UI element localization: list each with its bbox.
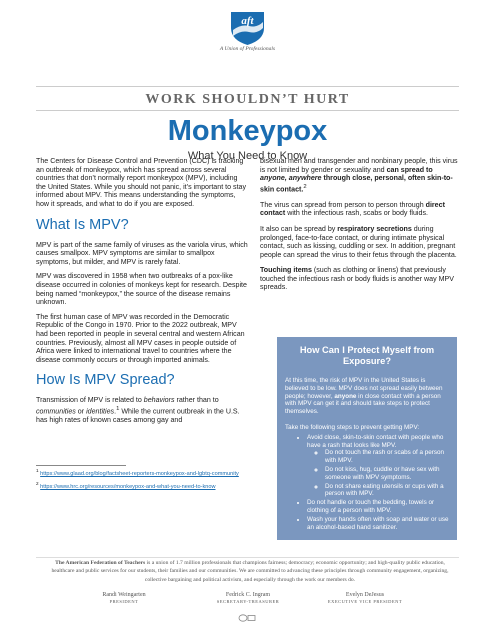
- officer-president: Randi Weingarten PRESIDENT: [102, 592, 146, 604]
- box-paragraph-1: At this time, the risk of MPV in the United States is believed to be low. MPV does not spread easily between people; however, anyone in close contact with a person with MPV can get it and should take steps to protect themselves.: [285, 377, 443, 416]
- box-list-item: • Avoid close, skin-to-skin contact with people who have a rash that looks like MPV. ◦ Do not touch the rash or scabs of a person with MPV. ◦ Do not kiss, hug, cuddle or have sex with someone with MPV symptoms. ◦ Do not share eating utensils or cups with a person with MPV.: [307, 434, 449, 498]
- box-paragraph-2: Take the following steps to prevent getting MPV:: [285, 423, 420, 431]
- officer-secretary-treasurer: Fedrick C. Ingram SECRETARY-TREASURER: [216, 592, 280, 604]
- box-sublist-item: ◦ Do not touch the rash or scabs of a person with MPV.: [325, 449, 449, 465]
- aft-logo: [229, 8, 266, 46]
- heading-how-spread: How Is MPV Spread?: [36, 372, 175, 389]
- box-sublist-item: ◦ Do not kiss, hug, cuddle or have sex with someone with MPV symptoms.: [325, 466, 449, 482]
- box-title: How Can I Protect Myself from Exposure?: [299, 345, 435, 366]
- right-column: [260, 157, 460, 299]
- page-title: Monkeypox: [167, 115, 328, 147]
- right-paragraph-1: bisexual men and transgender and nonbinary people, this virus is not limited by gender or sexuality and can spread to anyone, anywhere through close, personal, often skin-to-skin contact.$^2$: [260, 157, 458, 194]
- footnote-2: $^2$ https://www.hrc.org/resources/monkeypox-and-what-you-need-to-know: [36, 480, 216, 490]
- footnote-link-1[interactable]: https://www.glaad.org/blog/factsheet-reporters-monkeypox-and-lgbtq-community: [40, 470, 239, 477]
- header-rule-bottom: [36, 110, 459, 111]
- left-column: [36, 157, 248, 430]
- box-sublist: [307, 449, 449, 498]
- box-list: [285, 434, 449, 532]
- footer-rule: [36, 557, 459, 558]
- tagline: A Union of Professionals: [219, 46, 276, 52]
- footnotes: [36, 467, 248, 493]
- footer-text: The American Federation of Teachers is a union of 1.7 million professionals that champions fairness; democracy; economic opportunity; and high-quality public education, healthcare and public services for our students, their families and our communities. We are committed to advancing these principles through community engagement, organizing, collective bargaining and political activism, and especially through the work our members do.: [51, 560, 449, 583]
- svg-text:aft: aft: [241, 15, 254, 27]
- intro-paragraph: The Centers for Disease Control and Prevention (CDC) is tracking an outbreak of monkeypox, which has spread across several countries that don’t normally report monkeypox (MPV), including the United States. While you should not panic, it’s important to stay informed about MPV. This means understanding the symptoms, how it spreads, and what to do if you are exposed.: [36, 157, 247, 208]
- protection-box: [277, 337, 457, 540]
- heading-what-is-mpv: What Is MPV?: [36, 216, 129, 233]
- footnote-ref-2[interactable]: 2: [303, 183, 307, 190]
- what-paragraph-2: MPV was discovered in 1958 when two outbreaks of a pox-like disease occurred in colonies of monkeys kept for research. Despite being named “monkeypox,” the source of the disease remains unknown.: [36, 272, 247, 307]
- header-rule-top: [36, 86, 459, 87]
- right-paragraph-4: Touching items (such as clothing or linens) that previously touched the infectious rash or body fluids is another way MPV spreads.: [260, 266, 455, 292]
- footnote-ref-1[interactable]: 1: [116, 405, 120, 412]
- what-paragraph-1: MPV is part of the same family of viruses as the variola virus, which causes smallpox. MPV symptoms are similar to smallpox symptoms, but milder, and MPV is rarely fatal.: [36, 240, 248, 266]
- what-paragraph-3: The first human case of MPV was recorded in the Democratic Republic of the Congo in 1970. Prior to the 2022 outbreak, MPV had been reported in people in several central and western African countries. Previously, almost all MPV cases in people outside of Africa were linked to international travel to countries where the disease commonly occurs or through imported animals.: [36, 312, 245, 364]
- box-list-item: • Do not handle or touch the bedding, towels or clothing of a person with MPV.: [307, 499, 449, 515]
- right-paragraph-3: It also can be spread by respiratory secretions during prolonged, face-to-face contact, or during intimate physical contact, such as kissing, cuddling or sex. In addition, pregnant people can spread the virus to their fetus through the placenta.: [260, 224, 457, 259]
- page-subtitle: What You Need to Know: [187, 150, 308, 162]
- officer-executive-vp: Evelyn DeJesus EXECUTIVE VICE PRESIDENT: [327, 592, 403, 604]
- footnote-link-2[interactable]: https://www.hrc.org/resources/monkeypox-and-what-you-need-to-know: [40, 483, 216, 490]
- series-title: WORK SHOULDN’T HURT: [145, 92, 350, 107]
- footnote-1: $^1$ https://www.glaad.org/blog/factsheet-reporters-monkeypox-and-lgbtq-community: [36, 468, 239, 477]
- right-paragraph-2: The virus can spread from person to person through direct contact with the infectious rash, scabs or body fluids.: [260, 200, 445, 218]
- spread-paragraph: Transmission of MPV is related to behaviors rather than to communities or identities.$^1$ While the current outbreak in the U.S. has high rates of known cases among gay and: [36, 396, 240, 424]
- footnote-rule: [36, 465, 126, 466]
- box-sublist-item: ◦ Do not share eating utensils or cups with a person with MPV.: [325, 483, 449, 499]
- union-bug-icon: [235, 614, 261, 622]
- box-list-item: • Wash your hands often with soap and water or use an alcohol-based hand sanitizer.: [307, 516, 449, 532]
